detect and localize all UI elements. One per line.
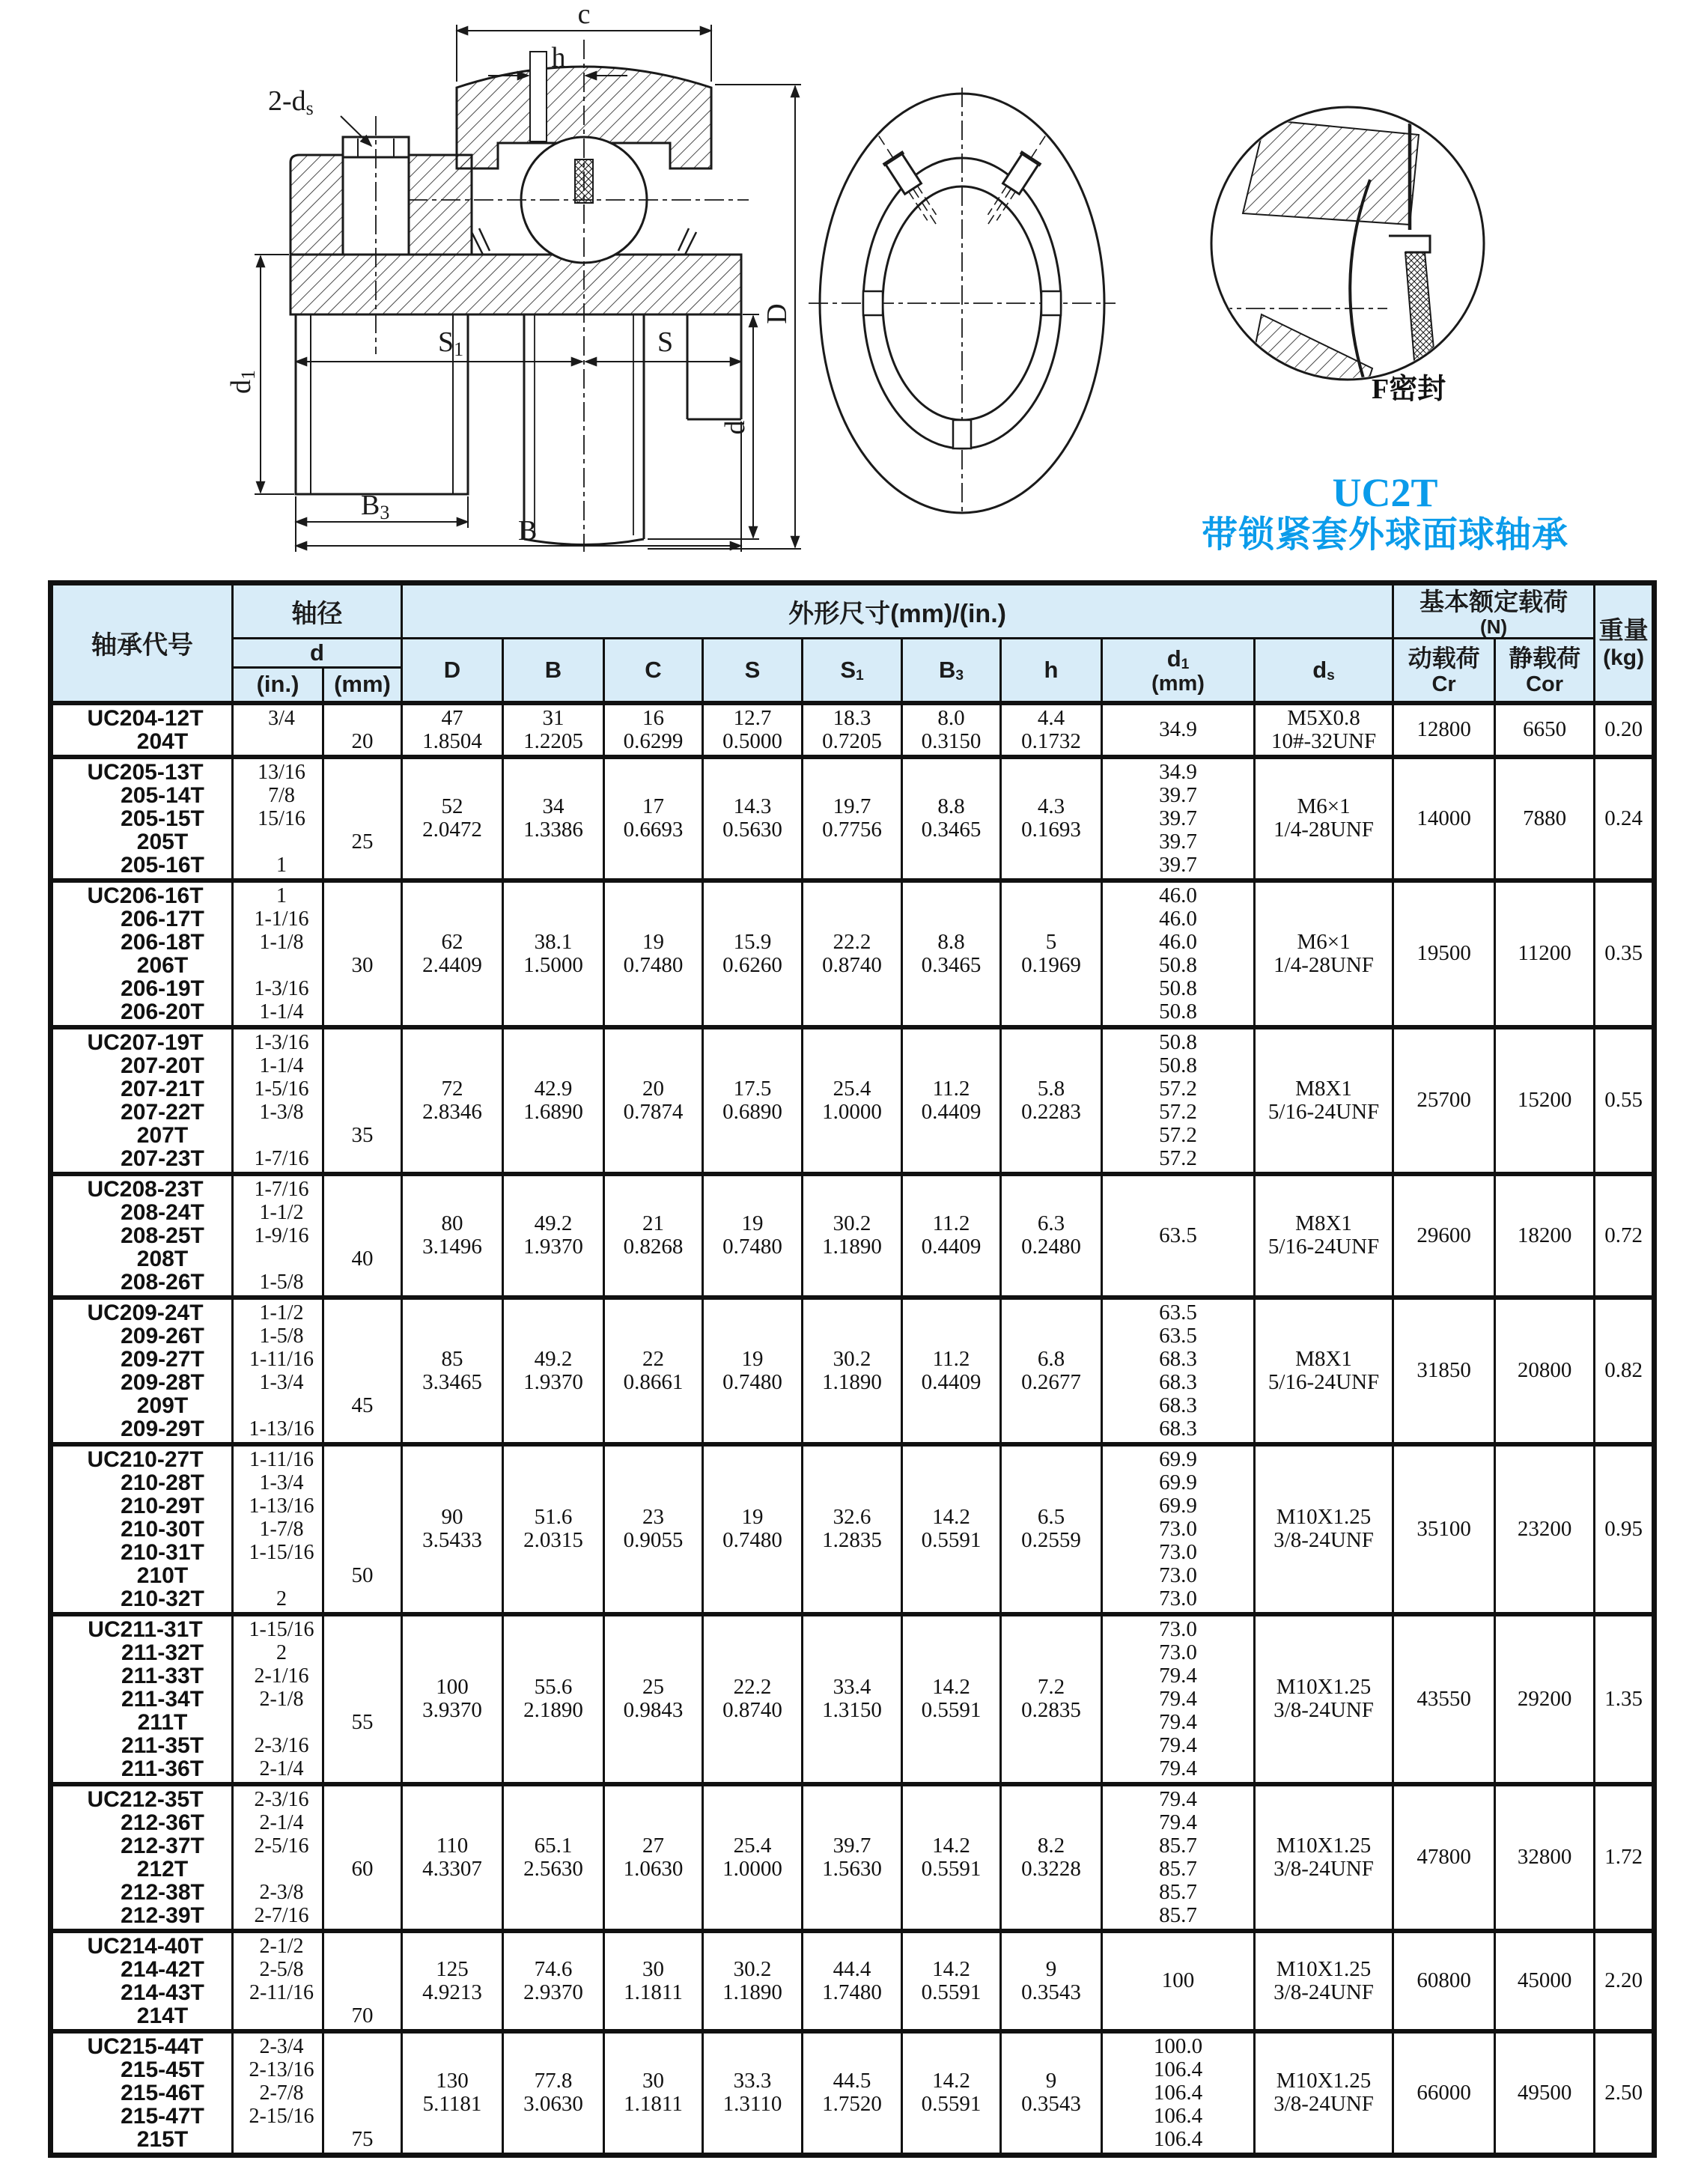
seal-detail-drawing <box>1202 75 1501 431</box>
dynamic-load-cell: 60800 <box>1393 1931 1495 2031</box>
shaft-dia-inch-cell: 1-1/2 1-5/8 1-11/16 1-3/4 1-13/16 <box>233 1298 323 1444</box>
col-header-inch: (in.) <box>233 668 323 703</box>
dim-S-cell: 12.7 0.5000 <box>703 703 803 757</box>
ds-thread-cell: M10X1.25 3/8-24UNF <box>1255 1444 1393 1614</box>
dim-D-cell: 80 3.1496 <box>402 1174 503 1298</box>
dim-C-cell: 17 0.6693 <box>604 757 703 880</box>
ds-thread-cell: M5X0.8 10#-32UNF <box>1255 703 1393 757</box>
shaft-dia-mm-cell: 30 <box>323 880 402 1027</box>
dim-S1-cell: 22.2 0.8740 <box>803 880 902 1027</box>
ds-thread-cell: M8X1 5/16-24UNF <box>1255 1174 1393 1298</box>
dim-B3-cell: 11.2 0.4409 <box>902 1298 1001 1444</box>
bearing-code-cell: UC215-44T 215-45T 215-46T 215-47T 215T <box>51 2031 233 2156</box>
dim-C-cell: 16 0.6299 <box>604 703 703 757</box>
dim-label-b: B <box>518 515 538 547</box>
shaft-dia-inch-cell: 2-3/16 2-1/4 2-5/16 2-3/8 2-7/16 <box>233 1784 323 1931</box>
table-row <box>51 1444 1655 1614</box>
ds-thread-cell: M8X1 5/16-24UNF <box>1255 1027 1393 1174</box>
dim-D-cell: 72 2.8346 <box>402 1027 503 1174</box>
dim-S-cell: 30.2 1.1890 <box>703 1931 803 2031</box>
shaft-dia-mm-cell: 25 <box>323 757 402 880</box>
dynamic-load-cell: 66000 <box>1393 2031 1495 2156</box>
dim-B-cell: 42.9 1.6890 <box>503 1027 604 1174</box>
ds-thread-cell: M10X1.25 3/8-24UNF <box>1255 2031 1393 2156</box>
dynamic-load-cell: 12800 <box>1393 703 1495 757</box>
d1-cell: 34.9 39.7 39.7 39.7 39.7 <box>1102 757 1255 880</box>
shaft-dia-inch-cell: 3/4 <box>233 703 323 757</box>
col-header-B3: B3 <box>902 639 1001 703</box>
dim-D-cell: 52 2.0472 <box>402 757 503 880</box>
dim-B-cell: 34 1.3386 <box>503 757 604 880</box>
dim-S-cell: 14.3 0.5630 <box>703 757 803 880</box>
dim-h-cell: 5.8 0.2283 <box>1001 1027 1102 1174</box>
dim-B-cell: 49.2 1.9370 <box>503 1298 604 1444</box>
bearing-code-cell: UC205-13T 205-14T 205-15T 205T 205-16T <box>51 757 233 880</box>
dim-B3-cell: 14.2 0.5591 <box>902 1444 1001 1614</box>
weight-cell: 0.24 <box>1595 757 1655 880</box>
dim-B-cell: 49.2 1.9370 <box>503 1174 604 1298</box>
table-header <box>51 583 1655 703</box>
dim-C-cell: 25 0.9843 <box>604 1614 703 1784</box>
dim-S-cell: 33.3 1.3110 <box>703 2031 803 2156</box>
dynamic-load-cell: 31850 <box>1393 1298 1495 1444</box>
dim-label-D: D <box>761 303 793 324</box>
table-row <box>51 2031 1655 2156</box>
d1-cell: 63.5 63.5 68.3 68.3 68.3 68.3 <box>1102 1298 1255 1444</box>
page-title <box>1198 470 1572 556</box>
ds-thread-cell: M10X1.25 3/8-24UNF <box>1255 1614 1393 1784</box>
dim-B-cell: 77.8 3.0630 <box>503 2031 604 2156</box>
dim-D-cell: 110 4.3307 <box>402 1784 503 1931</box>
weight-cell: 1.72 <box>1595 1784 1655 1931</box>
col-header-D: D <box>402 639 503 703</box>
bearing-code-cell: UC211-31T 211-32T 211-33T 211-34T 211T 211-35T 211-36T <box>51 1614 233 1784</box>
static-load-cell: 23200 <box>1495 1444 1595 1614</box>
table-row <box>51 703 1655 757</box>
ds-thread-cell: M6×1 1/4-28UNF <box>1255 880 1393 1027</box>
dynamic-load-cell: 43550 <box>1393 1614 1495 1784</box>
dim-label-h: h <box>551 42 566 73</box>
dim-label-d: d <box>719 420 751 435</box>
dim-S-cell: 17.5 0.6890 <box>703 1027 803 1174</box>
weight-cell: 0.95 <box>1595 1444 1655 1614</box>
dim-S1-cell: 44.5 1.7520 <box>803 2031 902 2156</box>
col-header-static-load: 静载荷 Cor <box>1495 639 1595 703</box>
dim-D-cell: 47 1.8504 <box>402 703 503 757</box>
dynamic-load-cell: 19500 <box>1393 880 1495 1027</box>
dim-D-cell: 100 3.9370 <box>402 1614 503 1784</box>
shaft-dia-mm-cell: 20 <box>323 703 402 757</box>
shaft-dia-mm-cell: 55 <box>323 1614 402 1784</box>
dim-h-cell: 4.4 0.1732 <box>1001 703 1102 757</box>
table-row <box>51 1614 1655 1784</box>
dim-B-cell: 55.6 2.1890 <box>503 1614 604 1784</box>
static-load-cell: 18200 <box>1495 1174 1595 1298</box>
weight-cell: 1.35 <box>1595 1614 1655 1784</box>
col-header-weight: 重量 (kg) <box>1595 583 1655 703</box>
d1-cell: 50.8 50.8 57.2 57.2 57.2 57.2 <box>1102 1027 1255 1174</box>
bearing-code-cell: UC214-40T 214-42T 214-43T 214T <box>51 1931 233 2031</box>
dim-S-cell: 19 0.7480 <box>703 1298 803 1444</box>
shaft-dia-mm-cell: 40 <box>323 1174 402 1298</box>
dim-B-cell: 74.6 2.9370 <box>503 1931 604 2031</box>
spec-table-body <box>51 703 1655 2156</box>
shaft-dia-inch-cell: 1-3/16 1-1/4 1-5/16 1-3/8 1-7/16 <box>233 1027 323 1174</box>
weight-cell: 2.20 <box>1595 1931 1655 2031</box>
weight-cell: 2.50 <box>1595 2031 1655 2156</box>
dim-label-s1: S1 <box>438 326 464 360</box>
weight-cell: 0.35 <box>1595 880 1655 1027</box>
col-header-h: h <box>1001 639 1102 703</box>
d1-cell: 73.0 73.0 79.4 79.4 79.4 79.4 79.4 <box>1102 1614 1255 1784</box>
ds-thread-cell: M6×1 1/4-28UNF <box>1255 757 1393 880</box>
dim-S1-cell: 32.6 1.2835 <box>803 1444 902 1614</box>
dim-S1-cell: 30.2 1.1890 <box>803 1298 902 1444</box>
dim-D-cell: 125 4.9213 <box>402 1931 503 2031</box>
col-header-S1: S1 <box>803 639 902 703</box>
col-header-C: C <box>604 639 703 703</box>
dynamic-load-cell: 47800 <box>1393 1784 1495 1931</box>
bearing-code-cell: UC204-12T 204T <box>51 703 233 757</box>
dim-h-cell: 4.3 0.1693 <box>1001 757 1102 880</box>
shaft-dia-inch-cell: 1-7/16 1-1/2 1-9/16 1-5/8 <box>233 1174 323 1298</box>
d1-cell: 69.9 69.9 69.9 73.0 73.0 73.0 73.0 <box>1102 1444 1255 1614</box>
col-header-bearing-code: 轴承代号 <box>51 583 233 703</box>
bearing-front-view-drawing <box>812 86 1112 517</box>
shaft-dia-mm-cell: 45 <box>323 1298 402 1444</box>
dim-h-cell: 9 0.3543 <box>1001 2031 1102 2156</box>
shaft-dia-mm-cell: 35 <box>323 1027 402 1174</box>
col-header-ds: ds <box>1255 639 1393 703</box>
weight-cell: 0.20 <box>1595 703 1655 757</box>
shaft-dia-inch-cell: 2-3/4 2-13/16 2-7/8 2-15/16 <box>233 2031 323 2156</box>
dynamic-load-cell: 35100 <box>1393 1444 1495 1614</box>
col-header-dimensions: 外形尺寸(mm)/(in.) <box>402 583 1393 639</box>
dim-S1-cell: 30.2 1.1890 <box>803 1174 902 1298</box>
ds-thread-cell: M10X1.25 3/8-24UNF <box>1255 1784 1393 1931</box>
table-row <box>51 757 1655 880</box>
dim-B3-cell: 14.2 0.5591 <box>902 1931 1001 2031</box>
dim-label-c: c <box>577 0 591 30</box>
dim-B3-cell: 14.2 0.5591 <box>902 2031 1001 2156</box>
shaft-dia-mm-cell: 50 <box>323 1444 402 1614</box>
dim-S-cell: 19 0.7480 <box>703 1174 803 1298</box>
dim-label-s: S <box>657 326 674 358</box>
dim-B3-cell: 11.2 0.4409 <box>902 1174 1001 1298</box>
d1-cell: 63.5 <box>1102 1174 1255 1298</box>
front-view-centerlines <box>809 88 1116 514</box>
dim-B-cell: 65.1 2.5630 <box>503 1784 604 1931</box>
dim-D-cell: 85 3.3465 <box>402 1298 503 1444</box>
col-header-shaft-dia: 轴径 <box>233 583 402 639</box>
weight-cell: 0.72 <box>1595 1174 1655 1298</box>
d1-cell: 100 <box>1102 1931 1255 2031</box>
table-row <box>51 1931 1655 2031</box>
dim-S1-cell: 25.4 1.0000 <box>803 1027 902 1174</box>
static-load-cell: 45000 <box>1495 1931 1595 2031</box>
bearing-code-cell: UC207-19T 207-20T 207-21T 207-22T 207T 207-23T <box>51 1027 233 1174</box>
dim-B-cell: 38.1 1.5000 <box>503 880 604 1027</box>
dim-S1-cell: 19.7 0.7756 <box>803 757 902 880</box>
bearing-code-cell: UC208-23T 208-24T 208-25T 208T 208-26T <box>51 1174 233 1298</box>
dim-C-cell: 30 1.1811 <box>604 1931 703 2031</box>
col-header-S: S <box>703 639 803 703</box>
col-header-B: B <box>503 639 604 703</box>
static-load-cell: 20800 <box>1495 1298 1595 1444</box>
dim-C-cell: 27 1.0630 <box>604 1784 703 1931</box>
shaft-dia-inch-cell: 2-1/2 2-5/8 2-11/16 <box>233 1931 323 2031</box>
dim-B3-cell: 14.2 0.5591 <box>902 1784 1001 1931</box>
shaft-bore <box>524 314 741 545</box>
bearing-code-cell: UC206-16T 206-17T 206-18T 206T 206-19T 206-20T <box>51 880 233 1027</box>
dim-C-cell: 20 0.7874 <box>604 1027 703 1174</box>
table-row <box>51 880 1655 1027</box>
series-name: 带锁紧套外球面球轴承 <box>1201 515 1568 556</box>
bearing-cross-section-drawing <box>225 0 809 558</box>
dim-S-cell: 15.9 0.6260 <box>703 880 803 1027</box>
static-load-cell: 15200 <box>1495 1027 1595 1174</box>
d1-cell: 46.0 46.0 46.0 50.8 50.8 50.8 <box>1102 880 1255 1027</box>
dim-B-cell: 31 1.2205 <box>503 703 604 757</box>
dim-C-cell: 21 0.8268 <box>604 1174 703 1298</box>
d1-cell: 100.0 106.4 106.4 106.4 106.4 <box>1102 2031 1255 2156</box>
dim-S-cell: 19 0.7480 <box>703 1444 803 1614</box>
shaft-dia-mm-cell: 75 <box>323 2031 402 2156</box>
dim-B3-cell: 8.8 0.3465 <box>902 757 1001 880</box>
static-load-cell: 32800 <box>1495 1784 1595 1931</box>
dynamic-load-cell: 25700 <box>1393 1027 1495 1174</box>
col-header-mm: (mm) <box>323 668 402 703</box>
static-load-cell: 11200 <box>1495 880 1595 1027</box>
seal-type-label: F密封 <box>1372 374 1446 405</box>
dim-h-cell: 6.3 0.2480 <box>1001 1174 1102 1298</box>
shaft-dia-inch-cell: 1 1-1/16 1-1/8 1-3/16 1-1/4 <box>233 880 323 1027</box>
col-header-basic-load: 基本额定载荷 (N) <box>1393 583 1595 639</box>
table-row <box>51 1027 1655 1174</box>
dim-S-cell: 22.2 0.8740 <box>703 1614 803 1784</box>
dim-S1-cell: 39.7 1.5630 <box>803 1784 902 1931</box>
table-row <box>51 1298 1655 1444</box>
shaft-dia-inch-cell: 1-15/16 2 2-1/16 2-1/8 2-3/16 2-1/4 <box>233 1614 323 1784</box>
series-model: UC2T <box>1332 470 1438 515</box>
shaft-dia-mm-cell: 70 <box>323 1931 402 2031</box>
dim-B-cell: 51.6 2.0315 <box>503 1444 604 1614</box>
dim-D-cell: 62 2.4409 <box>402 880 503 1027</box>
dim-B3-cell: 8.0 0.3150 <box>902 703 1001 757</box>
bearing-code-cell: UC212-35T 212-36T 212-37T 212T 212-38T 212-39T <box>51 1784 233 1931</box>
dynamic-load-cell: 29600 <box>1393 1174 1495 1298</box>
weight-cell: 0.82 <box>1595 1298 1655 1444</box>
table-row <box>51 1784 1655 1931</box>
col-header-d: d <box>233 639 402 668</box>
dim-B3-cell: 8.8 0.3465 <box>902 880 1001 1027</box>
shaft-dia-inch-cell: 1-11/16 1-3/4 1-13/16 1-7/8 1-15/16 2 <box>233 1444 323 1614</box>
detail-housing-section <box>1243 120 1419 225</box>
dim-label-d1: d1 <box>225 370 259 394</box>
bearing-code-cell: UC210-27T 210-28T 210-29T 210-30T 210-31T 210T 210-32T <box>51 1444 233 1614</box>
dim-h-cell: 8.2 0.3228 <box>1001 1784 1102 1931</box>
dim-C-cell: 30 1.1811 <box>604 2031 703 2156</box>
static-load-cell: 49500 <box>1495 2031 1595 2156</box>
dim-h-cell: 6.8 0.2677 <box>1001 1298 1102 1444</box>
dim-D-cell: 90 3.5433 <box>402 1444 503 1614</box>
dim-h-cell: 6.5 0.2559 <box>1001 1444 1102 1614</box>
dim-h-cell: 5 0.1969 <box>1001 880 1102 1027</box>
bearing-code-cell: UC209-24T 209-26T 209-27T 209-28T 209T 209-29T <box>51 1298 233 1444</box>
ds-thread-cell: M10X1.25 3/8-24UNF <box>1255 1931 1393 2031</box>
shaft-dia-inch-cell: 13/16 7/8 15/16 1 <box>233 757 323 880</box>
dim-C-cell: 23 0.9055 <box>604 1444 703 1614</box>
col-header-dynamic-load: 动载荷 Cr <box>1393 639 1495 703</box>
dim-S-cell: 25.4 1.0000 <box>703 1784 803 1931</box>
dim-B3-cell: 14.2 0.5591 <box>902 1614 1001 1784</box>
col-header-d1: d1 (mm) <box>1102 639 1255 703</box>
dim-C-cell: 19 0.7480 <box>604 880 703 1027</box>
d1-cell: 79.4 79.4 85.7 85.7 85.7 85.7 <box>1102 1784 1255 1931</box>
dim-h-cell: 7.2 0.2835 <box>1001 1614 1102 1784</box>
d1-cell: 34.9 <box>1102 703 1255 757</box>
weight-cell: 0.55 <box>1595 1027 1655 1174</box>
static-load-cell: 6650 <box>1495 703 1595 757</box>
dim-h-cell: 9 0.3543 <box>1001 1931 1102 2031</box>
dim-B3-cell: 11.2 0.4409 <box>902 1027 1001 1174</box>
static-load-cell: 7880 <box>1495 757 1595 880</box>
dim-S1-cell: 18.3 0.7205 <box>803 703 902 757</box>
dim-D-cell: 130 5.1181 <box>402 2031 503 2156</box>
shaft-dia-mm-cell: 60 <box>323 1784 402 1931</box>
dynamic-load-cell: 14000 <box>1393 757 1495 880</box>
dim-S1-cell: 44.4 1.7480 <box>803 1931 902 2031</box>
dim-label-2ds: 2-ds <box>268 85 314 119</box>
ds-thread-cell: M8X1 5/16-24UNF <box>1255 1298 1393 1444</box>
table-row <box>51 1174 1655 1298</box>
bearing-spec-table <box>48 580 1657 2158</box>
dim-C-cell: 22 0.8661 <box>604 1298 703 1444</box>
static-load-cell: 29200 <box>1495 1614 1595 1784</box>
dim-label-b3: B3 <box>361 490 390 523</box>
dim-S1-cell: 33.4 1.3150 <box>803 1614 902 1784</box>
